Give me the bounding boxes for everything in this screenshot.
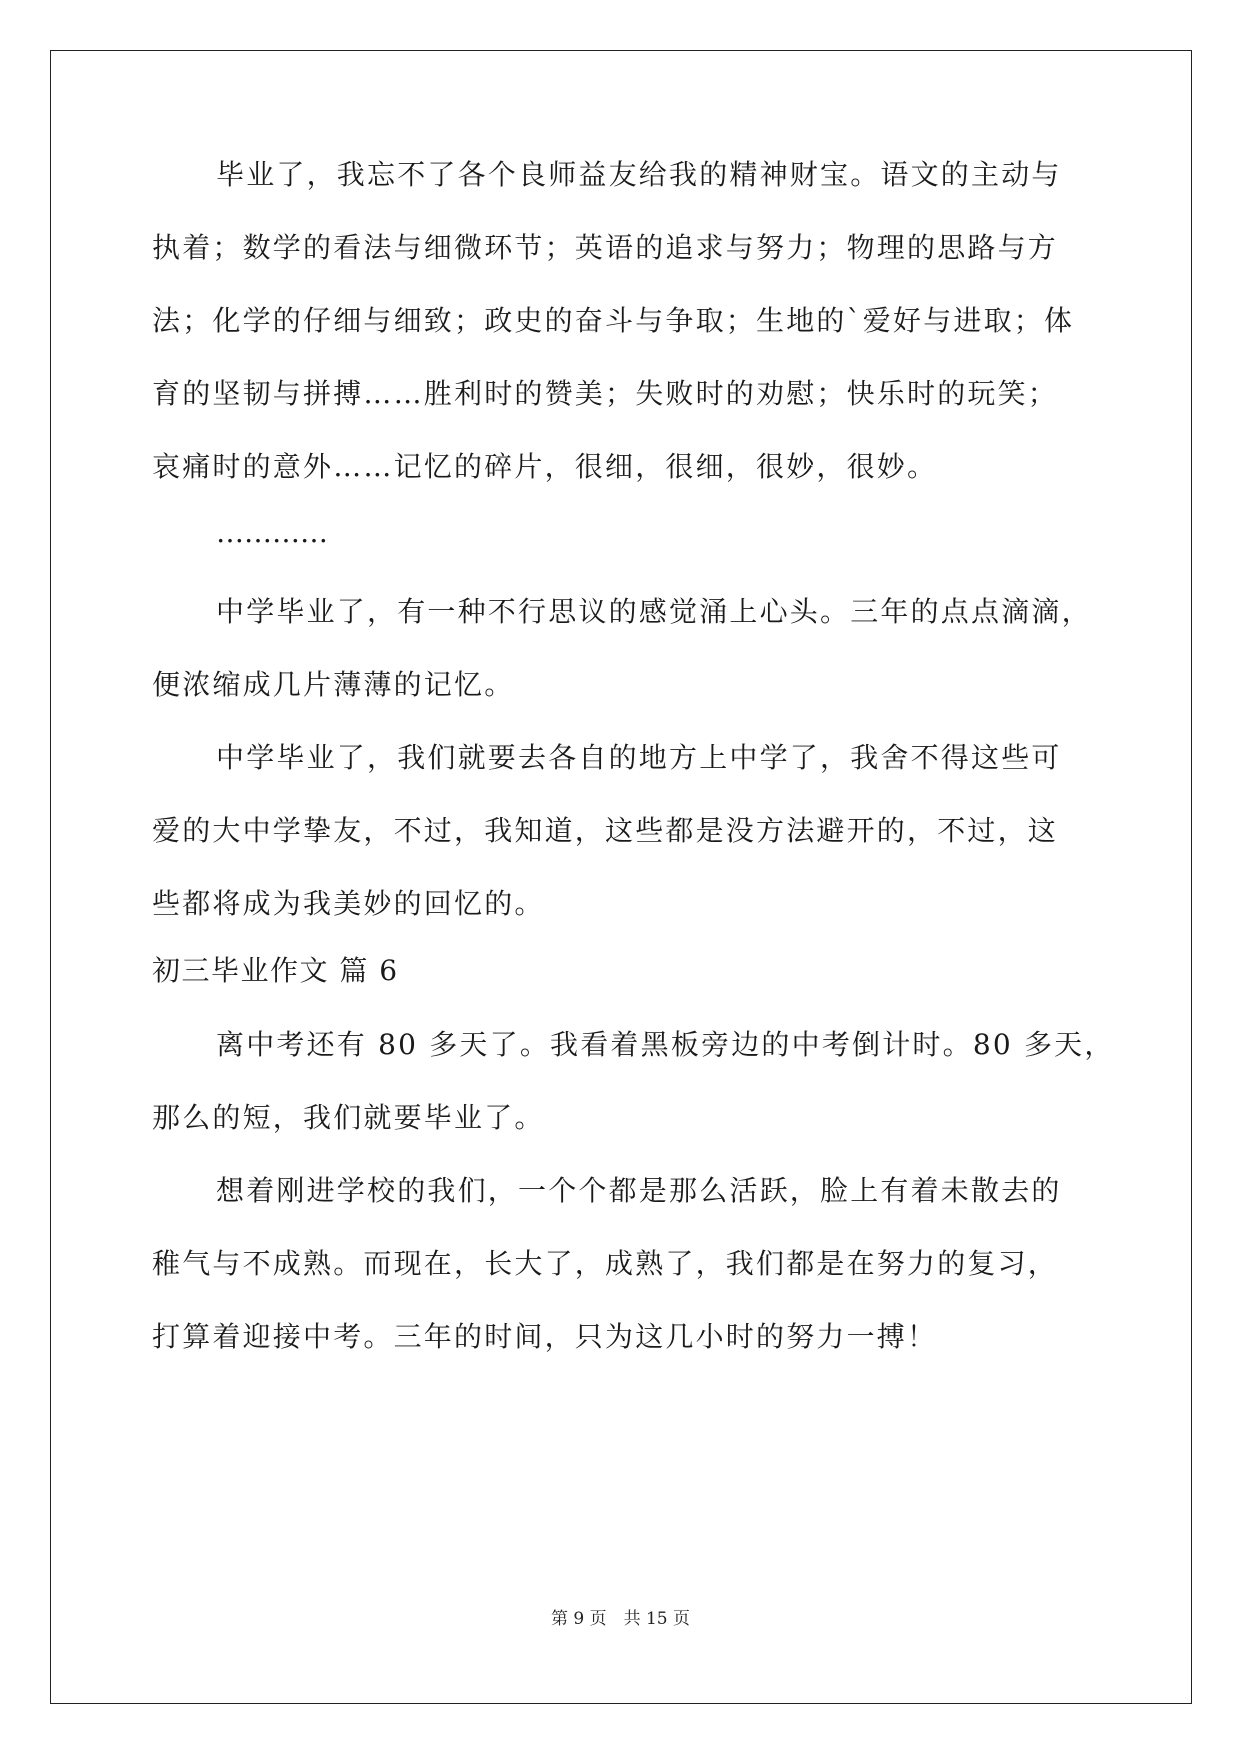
paragraph-line: 打算着迎接中考。三年的时间，只为这几小时的努力一搏！	[152, 1320, 938, 1353]
paragraph-line: 那么的短，我们就要毕业了。	[152, 1101, 545, 1134]
ellipsis-line: …………	[216, 516, 328, 549]
page-border	[50, 50, 1192, 1704]
paragraph-line: 育的坚韧与拼搏……胜利时的赞美；失败时的劝慰；快乐时的玩笑；	[152, 377, 1059, 410]
paragraph-line: 爱的大中学挚友，不过，我知道，这些都是没方法避开的，不过，这	[152, 814, 1059, 847]
paragraph-line: 哀痛时的意外……记忆的碎片，很细，很细，很妙，很妙。	[152, 450, 938, 483]
paragraph-line: 离中考还有 80 多天了。我看着黑板旁边的中考倒计时。80 多天，	[216, 1028, 1115, 1061]
paragraph-line: 中学毕业了，我们就要去各自的地方上中学了，我舍不得这些可	[216, 741, 1062, 774]
paragraph-line: 稚气与不成熟。而现在，长大了，成熟了，我们都是在努力的复习，	[152, 1247, 1059, 1280]
paragraph-line: 毕业了，我忘不了各个良师益友给我的精神财宝。语文的主动与	[216, 158, 1062, 191]
paragraph-line: 些都将成为我美妙的回忆的。	[152, 887, 545, 920]
paragraph-line: 便浓缩成几片薄薄的记忆。	[152, 668, 515, 701]
paragraph-line: 执着；数学的看法与细微环节；英语的追求与努力；物理的思路与方	[152, 231, 1059, 264]
section-heading: 初三毕业作文 篇 6	[152, 954, 399, 987]
paragraph-line: 想着刚进学校的我们，一个个都是那么活跃，脸上有着未散去的	[216, 1174, 1062, 1207]
paragraph-line: 法；化学的仔细与细致；政史的奋斗与争取；生地的`爱好与进取；体	[152, 304, 1075, 337]
paragraph-line: 中学毕业了，有一种不行思议的感觉涌上心头。三年的点点滴滴，	[216, 595, 1092, 628]
page-footer: 第 9 页 共 15 页	[550, 1609, 691, 1629]
